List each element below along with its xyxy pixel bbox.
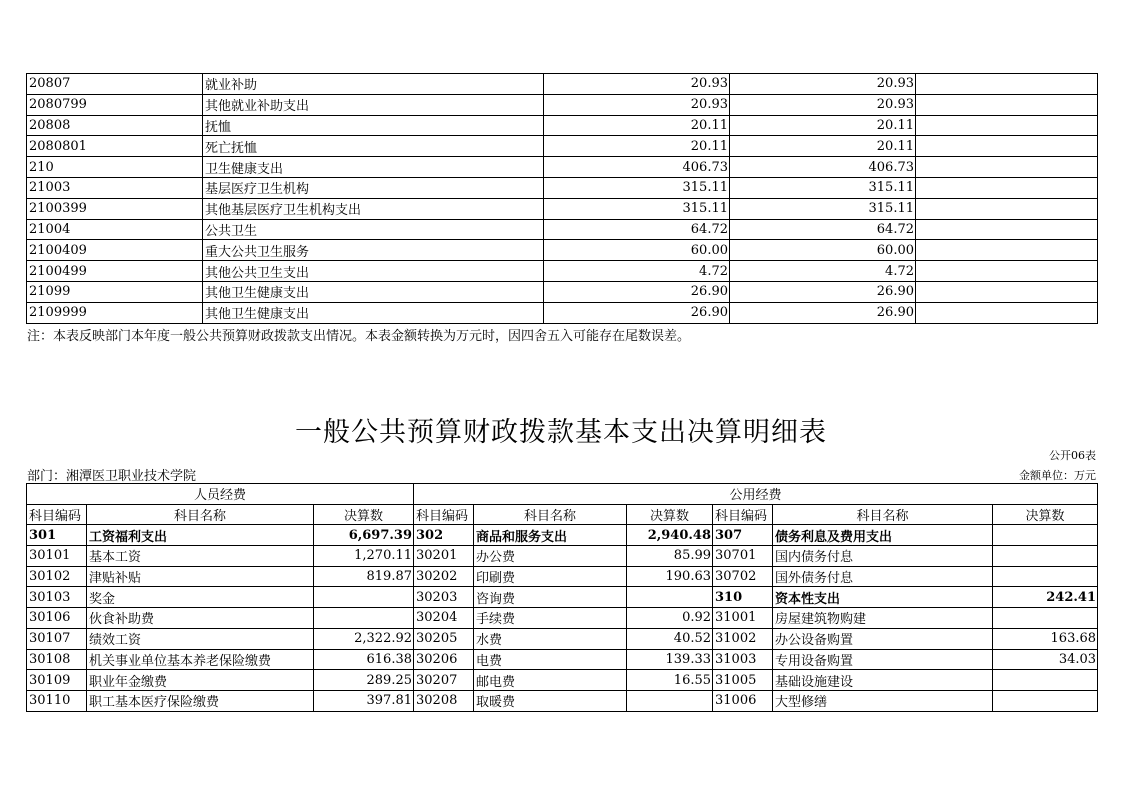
subject-code-cell: 307 [713,525,773,546]
subject-code-cell: 21004 [27,219,203,240]
subject-name-cell: 大型修缮 [773,690,993,711]
subject-amount-cell: 2,940.48 [627,525,713,546]
amount-cell: 406.73 [730,157,916,178]
subject-amount-cell [993,608,1098,629]
subject-name-cell: 其他就业补助支出 [203,94,544,115]
table-row [27,115,1098,136]
empty-cell [916,157,1098,178]
subject-code-cell: 301 [27,525,87,546]
table-row [27,566,1098,587]
table-row [27,240,1098,261]
subject-name-cell: 其他卫生健康支出 [203,302,544,323]
amount-cell: 20.11 [730,136,916,157]
amount-cell: 20.93 [730,74,916,95]
column-header-row [27,504,1098,525]
subject-code-cell: 30108 [27,649,87,670]
subject-amount-cell: 85.99 [627,546,713,567]
subject-amount-cell [993,566,1098,587]
amount-cell: 20.11 [544,115,730,136]
subject-code-cell: 31002 [713,628,773,649]
subject-amount-cell: 163.68 [993,628,1098,649]
amount-header: 决算数 [627,504,713,525]
subject-code-cell: 31001 [713,608,773,629]
subject-amount-cell: 242.41 [993,587,1098,608]
subject-name-cell: 伙食补助费 [87,608,314,629]
subject-amount-cell: 819.87 [314,566,414,587]
table-row [27,608,1098,629]
subject-name-cell: 卫生健康支出 [203,157,544,178]
subject-code-cell: 20807 [27,74,203,95]
subject-name-cell: 工资福利支出 [87,525,314,546]
code-header: 科目编码 [27,504,87,525]
department-label: 部门：湘潭医卫职业技术学院 [27,469,197,484]
table-row [27,302,1098,323]
subject-name-cell: 公共卫生 [203,219,544,240]
table-row [27,198,1098,219]
subject-name-cell: 其他基层医疗卫生机构支出 [203,198,544,219]
subject-amount-cell: 6,697.39 [314,525,414,546]
amount-cell: 315.11 [730,177,916,198]
subject-name-cell: 房屋建筑物购建 [773,608,993,629]
subject-name-cell: 印刷费 [474,566,627,587]
subject-amount-cell [993,690,1098,711]
subject-name-cell: 绩效工资 [87,628,314,649]
amount-unit-label: 金额单位：万元 [1019,469,1096,482]
table-row [27,281,1098,302]
subject-code-cell: 2080801 [27,136,203,157]
subject-amount-cell: 0.92 [627,608,713,629]
subject-name-cell: 国外债务付息 [773,566,993,587]
amount-header: 决算数 [993,504,1098,525]
table-row [27,546,1098,567]
subject-amount-cell [993,670,1098,691]
empty-cell [916,302,1098,323]
subject-name-cell: 基础设施建设 [773,670,993,691]
subject-name-cell: 其他公共卫生支出 [203,261,544,282]
subject-name-cell: 抚恤 [203,115,544,136]
subject-name-cell: 其他卫生健康支出 [203,281,544,302]
table-row [27,177,1098,198]
empty-cell [916,240,1098,261]
empty-cell [916,261,1098,282]
subject-name-cell: 邮电费 [474,670,627,691]
amount-cell: 315.11 [730,198,916,219]
subject-name-cell: 国内债务付息 [773,546,993,567]
subject-amount-cell [314,608,414,629]
subject-code-cell: 30203 [414,587,474,608]
subject-amount-cell: 190.63 [627,566,713,587]
subject-name-cell: 津贴补贴 [87,566,314,587]
subject-name-cell: 死亡抚恤 [203,136,544,157]
subject-code-cell: 30204 [414,608,474,629]
subject-code-cell: 2100409 [27,240,203,261]
subject-name-cell: 重大公共卫生服务 [203,240,544,261]
subject-name-cell: 电费 [474,649,627,670]
subject-code-cell: 20808 [27,115,203,136]
form-code: 公开06表 [1049,449,1096,462]
subject-code-cell: 31003 [713,649,773,670]
bottom-table-body [27,484,1098,712]
subject-amount-cell [314,587,414,608]
personnel-expense-header: 人员经费 [27,484,414,505]
table-row [27,157,1098,178]
subject-name-cell: 奖金 [87,587,314,608]
subject-code-cell: 2100399 [27,198,203,219]
empty-cell [916,219,1098,240]
subject-name-cell: 基层医疗卫生机构 [203,177,544,198]
amount-cell: 64.72 [730,219,916,240]
subject-name-cell: 商品和服务支出 [474,525,627,546]
subject-code-cell: 31006 [713,690,773,711]
table-note: 注：本表反映部门本年度一般公共预算财政拨款支出情况。本表金额转换为万元时，因四舍五入可能存在尾数误差。 [27,329,691,344]
subject-amount-cell: 2,322.92 [314,628,414,649]
code-header: 科目编码 [414,504,474,525]
table-row [27,670,1098,691]
subject-amount-cell: 16.55 [627,670,713,691]
amount-cell: 60.00 [544,240,730,261]
amount-cell: 20.93 [730,94,916,115]
subject-code-cell: 302 [414,525,474,546]
subject-code-cell: 2080799 [27,94,203,115]
empty-cell [916,115,1098,136]
subject-amount-cell [993,546,1098,567]
amount-cell: 4.72 [544,261,730,282]
subject-name-cell: 资本性支出 [773,587,993,608]
group-header-row [27,484,1098,505]
subject-name-cell: 办公费 [474,546,627,567]
subject-code-cell: 30107 [27,628,87,649]
subject-code-cell: 21003 [27,177,203,198]
amount-cell: 64.72 [544,219,730,240]
subject-amount-cell: 289.25 [314,670,414,691]
subject-code-cell: 2109999 [27,302,203,323]
subject-amount-cell: 34.03 [993,649,1098,670]
subject-name-cell: 就业补助 [203,74,544,95]
name-header: 科目名称 [474,504,627,525]
empty-cell [916,94,1098,115]
name-header: 科目名称 [87,504,314,525]
subject-code-cell: 30201 [414,546,474,567]
top-table-body [27,74,1098,324]
table-row [27,649,1098,670]
empty-cell [916,74,1098,95]
subject-name-cell: 职工基本医疗保险缴费 [87,690,314,711]
amount-cell: 26.90 [730,281,916,302]
public-expense-header: 公用经费 [414,484,1098,505]
subject-name-cell: 债务利息及费用支出 [773,525,993,546]
subject-amount-cell: 40.52 [627,628,713,649]
subject-code-cell: 30205 [414,628,474,649]
subject-code-cell: 210 [27,157,203,178]
subject-code-cell: 30109 [27,670,87,691]
table-row [27,74,1098,95]
subject-code-cell: 21099 [27,281,203,302]
subject-code-cell: 30207 [414,670,474,691]
subject-amount-cell [627,587,713,608]
empty-cell [916,281,1098,302]
table-row [27,690,1098,711]
subject-name-cell: 专用设备购置 [773,649,993,670]
amount-cell: 20.11 [544,136,730,157]
code-header: 科目编码 [713,504,773,525]
amount-cell: 315.11 [544,198,730,219]
subject-code-cell: 30202 [414,566,474,587]
subject-code-cell: 30110 [27,690,87,711]
page-title: 一般公共预算财政拨款基本支出决算明细表 [295,417,827,448]
amount-cell: 20.93 [544,94,730,115]
subject-code-cell: 30101 [27,546,87,567]
table-row [27,261,1098,282]
subject-amount-cell: 616.38 [314,649,414,670]
subject-name-cell: 办公设备购置 [773,628,993,649]
subject-name-cell: 水费 [474,628,627,649]
subject-amount-cell [993,525,1098,546]
subject-code-cell: 30102 [27,566,87,587]
subject-amount-cell: 139.33 [627,649,713,670]
subject-code-cell: 30702 [713,566,773,587]
amount-header: 决算数 [314,504,414,525]
subject-code-cell: 30103 [27,587,87,608]
empty-cell [916,198,1098,219]
expenditure-detail-table-continued [26,73,1098,324]
subject-amount-cell: 1,270.11 [314,546,414,567]
table-row [27,587,1098,608]
subject-name-cell: 手续费 [474,608,627,629]
subject-code-cell: 30106 [27,608,87,629]
table-row [27,94,1098,115]
subject-name-cell: 取暖费 [474,690,627,711]
table-row [27,136,1098,157]
amount-cell: 20.93 [544,74,730,95]
table-row [27,525,1098,546]
subject-amount-cell [627,690,713,711]
subject-name-cell: 咨询费 [474,587,627,608]
table-row [27,219,1098,240]
amount-cell: 406.73 [544,157,730,178]
subject-code-cell: 2100499 [27,261,203,282]
amount-cell: 60.00 [730,240,916,261]
subject-code-cell: 30206 [414,649,474,670]
subject-code-cell: 30208 [414,690,474,711]
name-header: 科目名称 [773,504,993,525]
subject-code-cell: 30701 [713,546,773,567]
subject-name-cell: 职业年金缴费 [87,670,314,691]
amount-cell: 4.72 [730,261,916,282]
empty-cell [916,136,1098,157]
subject-amount-cell: 397.81 [314,690,414,711]
subject-code-cell: 31005 [713,670,773,691]
amount-cell: 26.90 [544,302,730,323]
amount-cell: 26.90 [544,281,730,302]
subject-name-cell: 基本工资 [87,546,314,567]
subject-name-cell: 机关事业单位基本养老保险缴费 [87,649,314,670]
subject-code-cell: 310 [713,587,773,608]
amount-cell: 315.11 [544,177,730,198]
amount-cell: 20.11 [730,115,916,136]
basic-expenditure-detail-table [26,483,1098,712]
amount-cell: 26.90 [730,302,916,323]
empty-cell [916,177,1098,198]
table-row [27,628,1098,649]
